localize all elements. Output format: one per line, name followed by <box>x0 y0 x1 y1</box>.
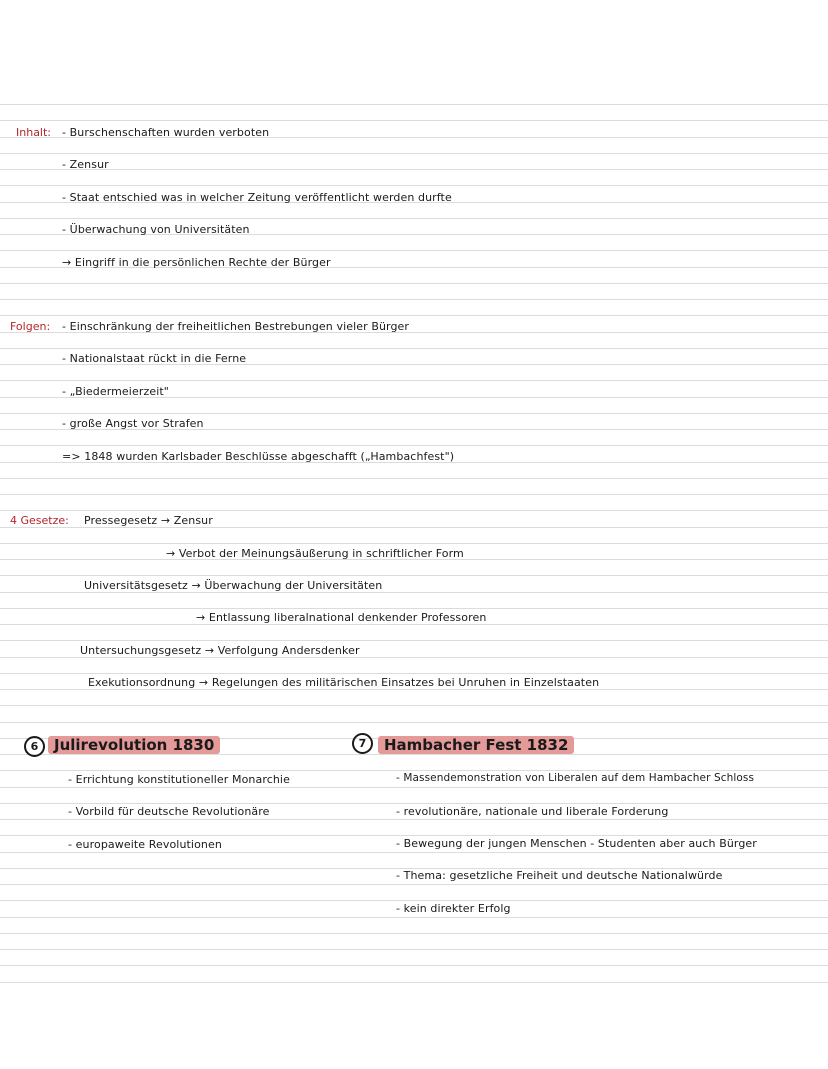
hambacher-item: - kein direkter Erfolg <box>396 902 511 915</box>
gesetze-label: 4 Gesetze: <box>10 514 69 527</box>
julirevolution-item: - Vorbild für deutsche Revolutionäre <box>68 805 270 818</box>
julirevolution-item: - europaweite Revolutionen <box>68 838 222 851</box>
gesetz-item: Exekutionsordnung → Regelungen des militärischen Einsatzes bei Unruhen in Einzelstaaten <box>88 676 600 689</box>
julirevolution-title-text: Julirevolution 1830 <box>48 736 220 754</box>
gesetz-item: Pressegesetz → Zensur <box>84 514 213 527</box>
folgen-item: - „Biedermeierzeit" <box>62 385 169 398</box>
hambacher-item: - Massendemonstration von Liberalen auf dem Hambacher Schloss <box>396 772 755 784</box>
hambacher-title-text: Hambacher Fest 1832 <box>378 736 574 754</box>
inhalt-item: - Burschenschaften wurden verboten <box>62 126 270 139</box>
inhalt-item: - Überwachung von Universitäten <box>62 223 250 236</box>
number-badge: 7 <box>352 733 373 754</box>
gesetz-item: Untersuchungsgesetz → Verfolgung Andersdenker <box>80 644 360 657</box>
folgen-item: => 1848 wurden Karlsbader Beschlüsse abgeschafft („Hambachfest") <box>62 450 455 463</box>
gesetz-item: → Verbot der Meinungsäußerung in schriftlicher Form <box>166 547 464 560</box>
inhalt-item: → Eingriff in die persönlichen Rechte der Bürger <box>62 256 331 269</box>
folgen-label: Folgen: <box>10 320 51 333</box>
inhalt-label: Inhalt: <box>16 126 52 139</box>
julirevolution-title <box>48 736 220 754</box>
hambacher-item: - Thema: gesetzliche Freiheit und deutsche Nationalwürde <box>396 869 723 882</box>
gesetz-item: → Entlassung liberalnational denkender Professoren <box>196 611 487 624</box>
folgen-item: - große Angst vor Strafen <box>62 417 204 430</box>
inhalt-item: - Zensur <box>62 158 109 171</box>
gesetz-item: Universitätsgesetz → Überwachung der Universitäten <box>84 579 383 592</box>
hambacher-item: - Bewegung der jungen Menschen - Studenten aber auch Bürger <box>396 837 757 850</box>
folgen-item: - Nationalstaat rückt in die Ferne <box>62 352 247 365</box>
number-badge: 6 <box>24 736 45 757</box>
hambacher-item: - revolutionäre, nationale und liberale Forderung <box>396 805 669 818</box>
inhalt-item: - Staat entschied was in welcher Zeitung veröffentlicht werden durfte <box>62 191 452 204</box>
hambacher-title <box>378 736 574 754</box>
julirevolution-item: - Errichtung konstitutioneller Monarchie <box>68 773 290 786</box>
folgen-item: - Einschränkung der freiheitlichen Bestrebungen vieler Bürger <box>62 320 410 333</box>
